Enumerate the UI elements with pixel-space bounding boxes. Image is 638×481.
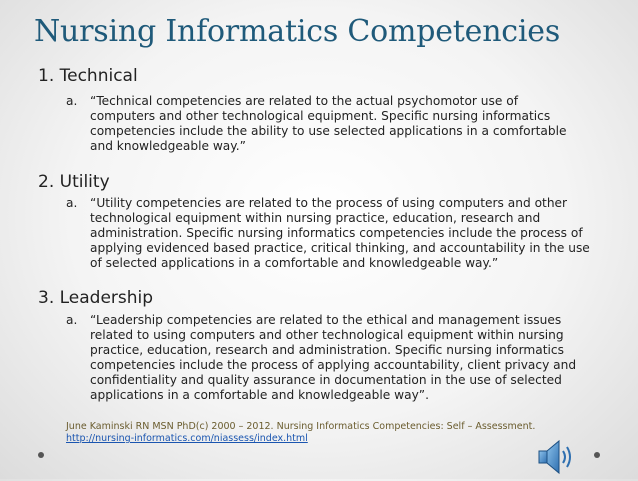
citation-link[interactable]: http://nursing-informatics.com/niassess/index.html: [66, 433, 308, 444]
item-marker: a.: [66, 196, 78, 210]
speaker-icon[interactable]: [537, 437, 577, 477]
item-marker: a.: [66, 313, 78, 327]
citation-text: June Kaminski RN MSN PhD(c) 2000 – 2012. Nursing Informatics Competencies: Self – Assessment.: [66, 421, 536, 432]
list-item-technical: [66, 94, 578, 154]
list-item-utility: [66, 196, 600, 271]
section-heading-utility: 2. Utility: [38, 172, 110, 192]
item-marker: a.: [66, 94, 78, 108]
item-text-technical: “Technical competencies are related to the actual psychomotor use of computers and other technological equipment. Specific nursing informatics competencies include the ability to use selected applications in a comfortable and knowledgeable way.”: [90, 94, 567, 153]
slide-title: Nursing Informatics Competencies: [34, 14, 561, 49]
section-heading-leadership: 3. Leadership: [38, 288, 154, 308]
bullet-dot-icon: [594, 452, 600, 458]
citation: [66, 421, 594, 445]
bullet-dot-icon: [38, 452, 44, 458]
item-text-utility: “Utility competencies are related to the process of using computers and other technological equipment within nursing practice, education, research and administration. Specific nursing informatics competencies include the process of applying evidenced based practice, critical thinking, and accountability in the use of selected applications in a comfortable and knowledgeable way.”: [90, 196, 590, 270]
list-item-leadership: [66, 313, 600, 403]
section-heading-technical: 1. Technical: [38, 66, 138, 86]
item-text-leadership: “Leadership competencies are related to the ethical and management issues related to using computers and other technological equipment within nursing practice, education, research and administration. Specific nursing informatics competencies include the process of applying accountability, client privacy and confidentiality and quality assurance in documentation in the use of selected applications in a comfortable and knowledgeable way”.: [90, 313, 577, 402]
